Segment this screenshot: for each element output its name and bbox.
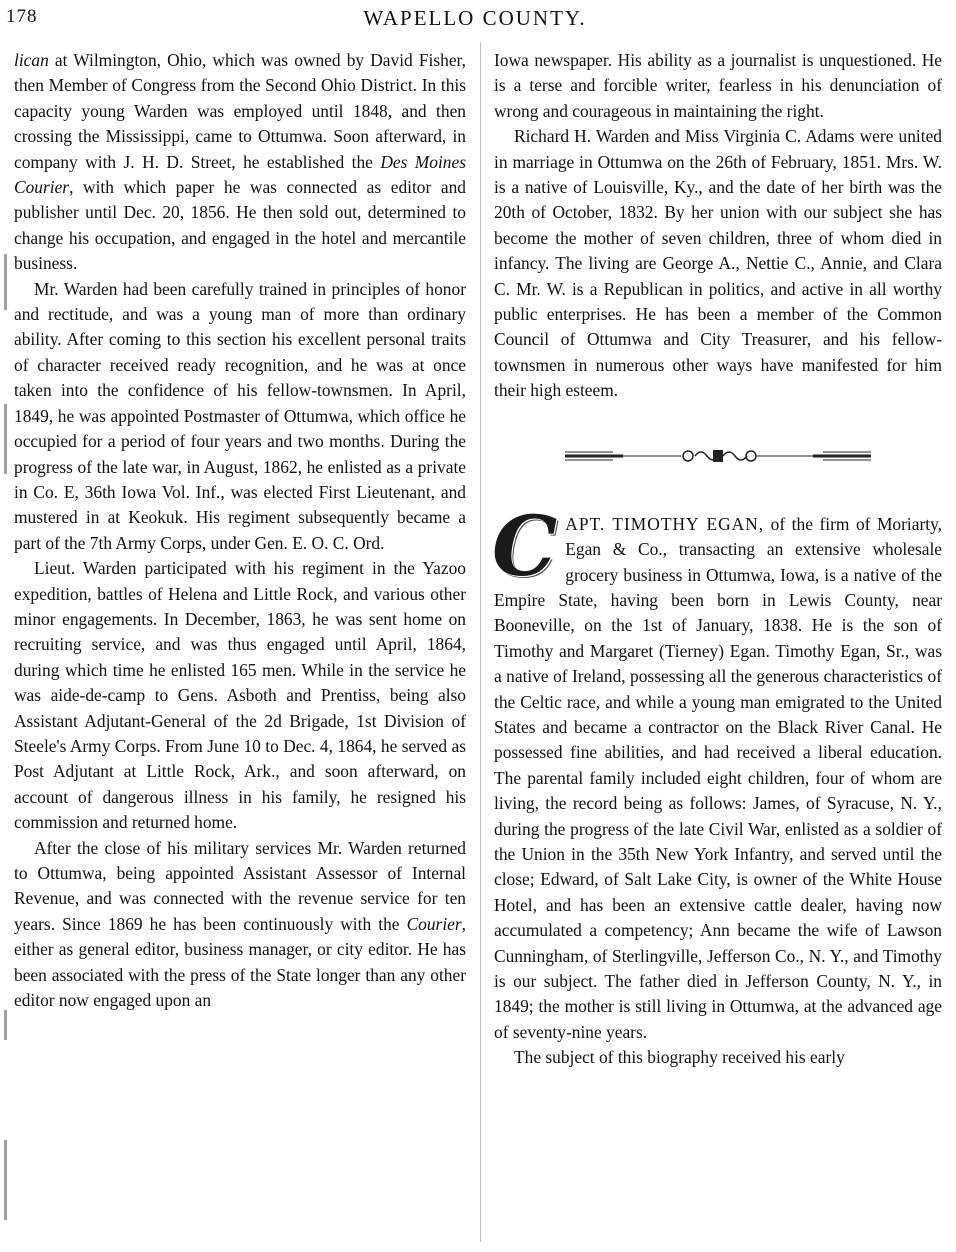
page-header <box>6 6 944 36</box>
paragraph-text: , either as general editor, business manager, or city editor. He has been associated with the press of the State longer than any other editor now engaged upon an <box>14 913 466 1011</box>
paragraph <box>14 48 466 277</box>
paragraph: Iowa newspaper. His ability as a journalist is unquestioned. He is a terse and forcible writer, fearless in his denunciation of wrong and courageous in maintaining the right. <box>494 50 942 121</box>
biography-opening <box>492 498 942 1046</box>
newspaper-title: Courier <box>406 913 462 934</box>
running-title: WAPELLO COUNTY. <box>363 6 587 30</box>
right-column <box>494 48 942 1071</box>
paragraph: Richard H. Warden and Miss Virginia C. Adams were united in marriage in Ottumwa on the 26th of February, 1851. Mrs. W. is a native of Louisville, Ky., and the date of her birth was the 20th of October, 1832. By her union with our subject she has become the mother of seven children, three of whom died in infancy. The living are George A., Nettie C., Annie, and Clara C. Mr. W. is a Republican in politics, and active in all worthy public enterprises. He has been a member of the Common Council of Ottumwa and City Treasurer, and his fellow-townsmen in numerous other ways have manifested for him their high esteem. <box>494 126 942 401</box>
paragraph: Mr. Warden had been carefully trained in principles of honor and rectitude, and was a young man of more than ordinary ability. After coming to this section his excellent personal traits of character received ready recognition, and he was at once taken into the confidence of his fellow-townsmen. In April, 1849, he was appointed Postmaster of Ottumwa, which office he occupied for a period of four years and two months. During the progress of the late war, in August, 1862, he enlisted as a private in Co. E, 36th Iowa Vol. Inf., was elected First Lieutenant, and mustered in at Keokuk. His regiment subsequently became a part of the 7th Army Corps, under Gen. E. O. C. Ord. <box>14 278 466 553</box>
margin-mark <box>4 254 7 310</box>
page-number: 178 <box>6 6 38 27</box>
paragraph <box>14 836 466 1014</box>
paragraph: Lieut. Warden participated with his regiment in the Yazoo expedition, battles of Helena and Little Rock, and various other minor engagements. In December, 1863, he was sent home on recruiting service, and was thus engaged until April, 1864, during which time he enlisted 165 men. While in the service he was aide-de-camp to Gens. Asboth and Prentiss, being also Assistant Adjutant-General of the 2d Brigade, 1st Division of Steele's Army Corps. From June 10 to Dec. 4, 1864, he served as Post Adjutant at Little Rock, Ark., and soon afterward, on account of dangerous illness in his family, he resigned his commission and returned home. <box>14 558 466 833</box>
paragraph: The subject of this biography received his early <box>514 1047 845 1068</box>
margin-mark <box>4 404 7 474</box>
paragraph-text: of the firm of Moriarty, Egan & Co., transacting an extensive wholesale grocery business in Ottumwa, Iowa, is a native of the Empire State, having been born in Lewis County, near Booneville, on the 1st of January, 1838. He is the son of Timothy and Margaret (Tierney) Egan. Timothy Egan, Sr., was a native of Ireland, possessing all the generous characteristics of the Celtic race, and while a young man emigrated to the United States and became a contractor on the Black River Canal. He possessed fine abilities, and had received a liberal education. The parental family included eight children, four of whom are living, the record being as follows: James, of Syracuse, N. Y., during the progress of the late Civil War, enlisted as a soldier of the Union in the 35th New York Infantry, and served until the close; Edward, of Salt Lake City, is owner of the White House Hotel, and has been an extensive cattle dealer, having now accumulated a competency; Ann became the wife of Lawson Cunningham, of Sterlingville, Jefferson Co., N. Y., and Timothy is our subject. The father died in Jefferson County, N. Y., in 1849; the mother is still living in Ottumwa, at the advanced age of seventy-nine years. <box>494 513 942 1042</box>
drop-cap: C <box>492 498 558 595</box>
paragraph-text: After the close of his military services Mr. Warden returned to Ottumwa, being appointed Assistant Assessor of Internal Revenue, and was connected with the revenue service for ten years. Since 1869 he has been continuously with the <box>14 837 466 934</box>
margin-mark <box>4 1140 7 1220</box>
left-column <box>14 48 466 1013</box>
newspaper-title: Des Moines Courier <box>14 151 466 198</box>
italic-word: lican <box>14 50 49 70</box>
biography-name: APT. TIMOTHY EGAN, <box>565 513 765 534</box>
margin-mark <box>4 1010 7 1040</box>
paragraph-text: at Wilmington, Ohio, which was owned by David Fisher, then Member of Congress from the Second Ohio District. In this capacity young Warden was employed until 1848, and then crossing the Mississippi, came to Ottumwa. Soon afterward, in company with J. H. D. Street, he established the <box>14 50 466 172</box>
paragraph-text: , with which paper he was connected as editor and publisher until Dec. 20, 1856. He then sold out, determined to change his occupation, and engaged in the hotel and mercantile business. <box>14 177 466 274</box>
ornament-divider-icon <box>563 446 873 466</box>
column-divider <box>480 42 481 1242</box>
